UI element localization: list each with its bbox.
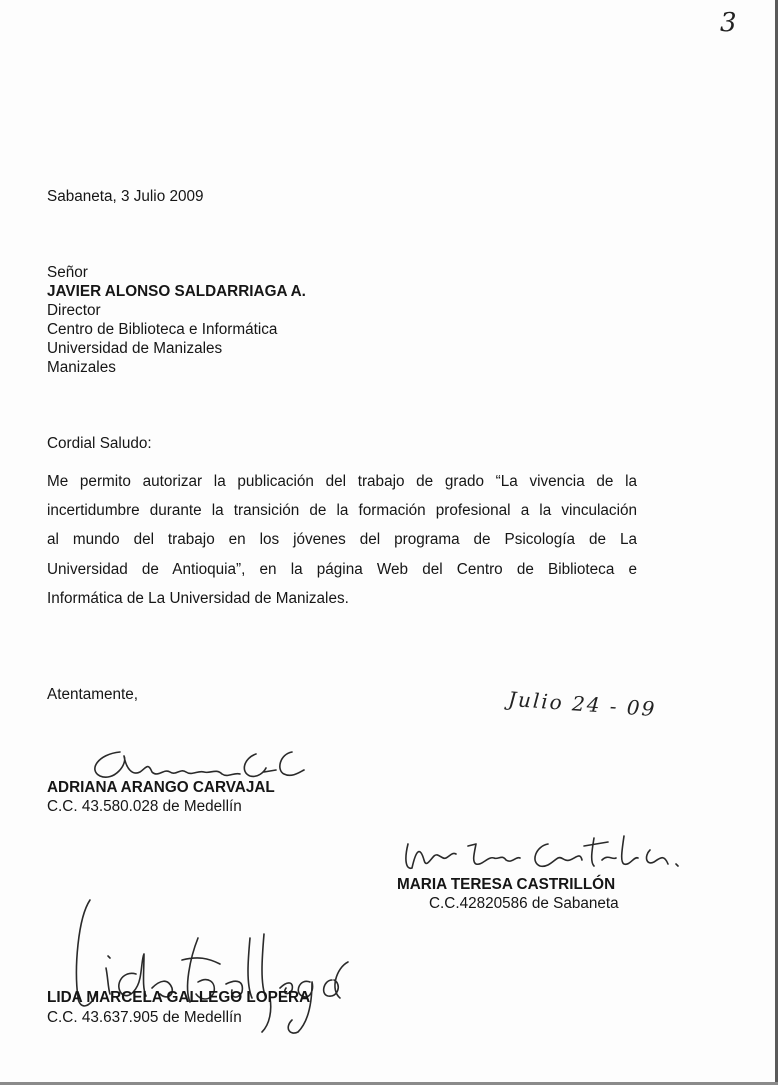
body-line: Me permito autorizar la publicación del trabajo de grado “La vivencia de la <box>47 473 637 490</box>
body-line: Informática de La Universidad de Manizales. <box>47 590 349 607</box>
signatory-name: MARIA TERESA CASTRILLÓN <box>397 876 616 893</box>
recipient-institution: Universidad de Manizales <box>47 340 223 357</box>
recipient-city: Manizales <box>47 359 116 376</box>
signatory-name: ADRIANA ARANGO CARVAJAL <box>47 779 275 796</box>
page-number: 3 <box>720 8 737 38</box>
signatory-id: C.C.42820586 de Sabaneta <box>429 895 619 912</box>
recipient-name: JAVIER ALONSO SALDARRIAGA A. <box>47 283 306 300</box>
handwritten-date: Julio 24 - 09 <box>507 686 658 722</box>
place-date: Sabaneta, 3 Julio 2009 <box>47 188 204 205</box>
signatory-name: LIDA MARCELA GALLEGO LOPERA <box>47 989 311 1006</box>
closing: Atentamente, <box>47 686 138 703</box>
recipient-title: Director <box>47 302 101 319</box>
recipient-salutation: Señor <box>47 264 88 281</box>
body-line: incertidumbre durante la transición de la formación profesional a la vinculación <box>47 502 637 519</box>
signature-maria-teresa <box>398 830 688 876</box>
recipient-department: Centro de Biblioteca e Informática <box>47 321 278 338</box>
body-line: Universidad de Antioquia”, en la página Web del Centro de Biblioteca e <box>47 561 637 578</box>
signatory-id: C.C. 43.580.028 de Medellín <box>47 798 242 815</box>
greeting: Cordial Saludo: <box>47 435 152 452</box>
body-line: al mundo del trabajo en los jóvenes del programa de Psicología de La <box>47 531 637 548</box>
signatory-id: C.C. 43.637.905 de Medellín <box>47 1009 242 1026</box>
